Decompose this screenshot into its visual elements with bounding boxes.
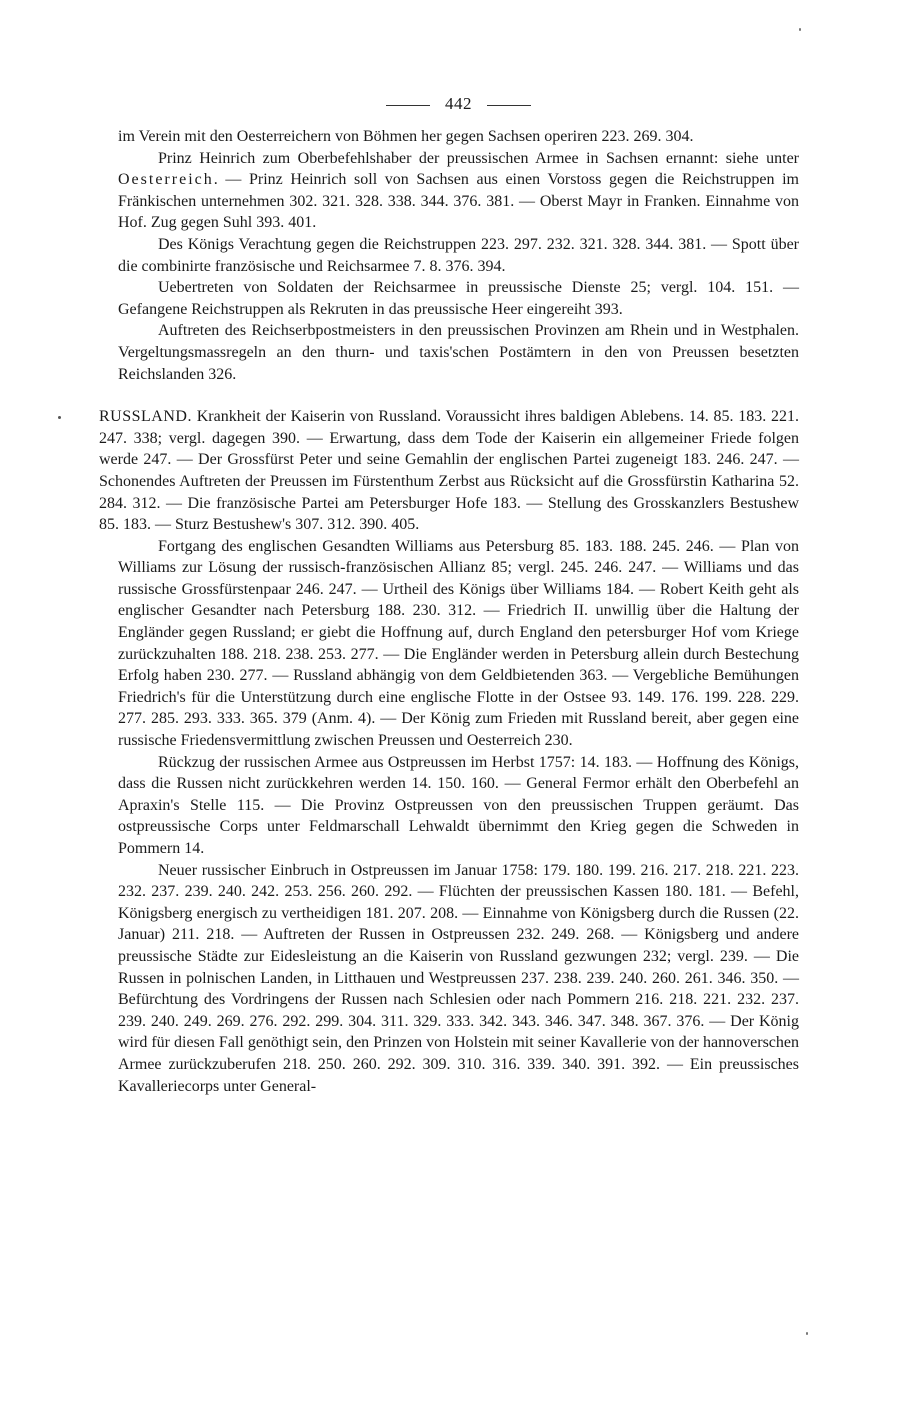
prinz-heinrich-paragraph bbox=[118, 148, 799, 234]
header-rule-left bbox=[386, 105, 430, 106]
margin-bullet-dot bbox=[58, 416, 61, 419]
section-gap bbox=[118, 385, 799, 406]
russland-first-paragraph bbox=[99, 406, 799, 536]
continuation-paragraph: im Verein mit den Oesterreichern von Böhmen her gegen Sachsen operiren 223. 269. 304. bbox=[118, 128, 694, 145]
document-page bbox=[99, 88, 799, 1097]
reichserbpostmeister-paragraph: Auftreten des Reichserbpostmeisters in den preussischen Provinzen am Rhein und in Westphalen. Vergeltungsmassregeln an den thurn- und taxis'schen Postämtern in den von Preussen besetzten Reichslanden 326. bbox=[118, 322, 799, 383]
cross-reference-oesterreich: Oesterreich bbox=[118, 171, 214, 189]
paper-speck-top-right bbox=[799, 28, 801, 31]
paper-speck-bottom-right bbox=[806, 1332, 808, 1335]
section-heading-russland: RUSSLAND. bbox=[99, 408, 192, 426]
prinz-heinrich-text-start: Prinz Heinrich zum Oberbefehlshaber der preussischen Armee in Sachsen ernannt: siehe unter bbox=[158, 149, 799, 167]
uebertreten-paragraph: Uebertreten von Soldaten der Reichsarmee in preussische Dienste 25; vergl. 104. 151. — Gefangene Reichstruppen als Rekruten in das preussische Heer eingereiht 393. bbox=[118, 279, 799, 318]
prinz-heinrich-text-end: . — Prinz Heinrich soll von Sachsen aus einen Vorstoss gegen die Reichstruppen im Fränkischen unternehmen 302. 321. 328. 338. 344. 376. 381. — Oberst Mayr in Franken. Einnahme von Hof. Zug gegen Suhl 393. 401. bbox=[118, 171, 799, 232]
page-header bbox=[118, 88, 799, 120]
russland-first-paragraph-text: Krankheit der Kaiserin von Russland. Voraussicht ihres baldigen Ablebens. 14. 85. 183. 221. 247. 338; vergl. dagegen 390. — Erwartung, dass dem Tode der Kaiserin ein allgemeiner Friede folgen werde 247. — Der Grossfürst Peter und seine Gemahlin der englischen Partei zugeneigt 183. 246. 247. — Schonendes Auftreten der Preussen im Fürstenthum Zerbst aus Rücksicht auf die Grossfürstin Katharina 52. 284. 312. — Die französische Partei am Petersburger Hofe 183. — Stellung des Grosskanzlers Bestushew 85. 183. — Sturz Bestushew's 307. 312. 390. 405. bbox=[99, 408, 799, 534]
page-number: 442 bbox=[445, 94, 472, 113]
neuer-einbruch-paragraph: Neuer russischer Einbruch in Ostpreussen im Januar 1758: 179. 180. 199. 216. 217. 218. 221. 223. 232. 237. 239. 240. 242. 253. 256. 260. 292. — Flüchten der preussischen Kassen 180. 181. — Befehl, Königsberg energisch zu vertheidigen 181. 207. 208. — Einnahme von Königsberg durch die Russen (22. Januar) 211. 218. — Auftreten der Russen in Ostpreussen 232. 249. 268. — Königsberg und andere preussische Städte zur Eidesleistung an die Kaiserin von Russland gezwungen 232; vergl. 239. — Die Russen in polnischen Landen, in Litthauen und Westpreussen 237. 238. 239. 240. 260. 261. 346. 350. — Befürchtung des Vordringens der Russen nach Schlesien oder nach Pommern 216. 218. 221. 232. 237. 239. 240. 249. 269. 276. 292. 299. 304. 311. 329. 333. 342. 343. 346. 347. 348. 367. 376. — Der König wird für diesen Fall genöthigt sein, den Prinzen von Holstein mit seiner Kavallerie von der hannoverschen Armee zurückzuberufen 218. 250. 260. 292. 309. 310. 316. 339. 340. 391. 392. — Ein preussisches Kavalleriecorps unter General- bbox=[118, 861, 799, 1095]
rueckzug-paragraph: Rückzug der russischen Armee aus Ostpreussen im Herbst 1757: 14. 183. — Hoffnung des Königs, dass die Russen nicht zurückkehren werden 14. 150. 160. — General Fermor erhält den Oberbefehl an Apraxin's Stelle 115. — Die Provinz Ostpreussen von den preussischen Truppen geräumt. Das ostpreussische Corps unter Feldmarschall Lehwaldt übernimmt den Krieg gegen die Schweden in Pommern 14. bbox=[118, 753, 799, 857]
russland-section bbox=[99, 406, 799, 536]
williams-paragraph: Fortgang des englischen Gesandten Williams aus Petersburg 85. 183. 188. 245. 246. — Plan von Williams zur Lösung der russisch-französischen Allianz 85; vergl. 245. 246. 247. — Williams und das russische Grossfürstenpaar 246. 247. — Urtheil des Königs über Williams 184. — Robert Keith geht als englischer Gesandter nach Petersburg 188. 230. 312. — Friedrich II. unwillig über die Haltung der Engländer gegen Russland; er giebt die Hoffnung auf, durch England den petersburger Hof vom Kriege zurückzuhalten 188. 218. 238. 253. 277. — Die Engländer werden in Petersburg allein durch Bestechung Erfolg haben 230. 277. — Russland abhängig von dem Geldbietenden 363. — Vergebliche Bemühungen Friedrich's für die Unterstützung durch eine englische Flotte in der Ostsee 93. 149. 176. 199. 228. 229. 277. 285. 293. 333. 365. 379 (Anm. 4). — Der König zum Frieden mit Russland bereit, aber gegen eine russische Friedensvermittlung zwischen Preussen und Oesterreich 230. bbox=[118, 537, 799, 750]
reichstruppen-verachtung-paragraph: Des Königs Verachtung gegen die Reichstruppen 223. 297. 232. 321. 328. 344. 381. — Spott über die combinirte französische und Reichsarmee 7. 8. 376. 394. bbox=[118, 235, 799, 275]
header-rule-right bbox=[487, 105, 531, 106]
